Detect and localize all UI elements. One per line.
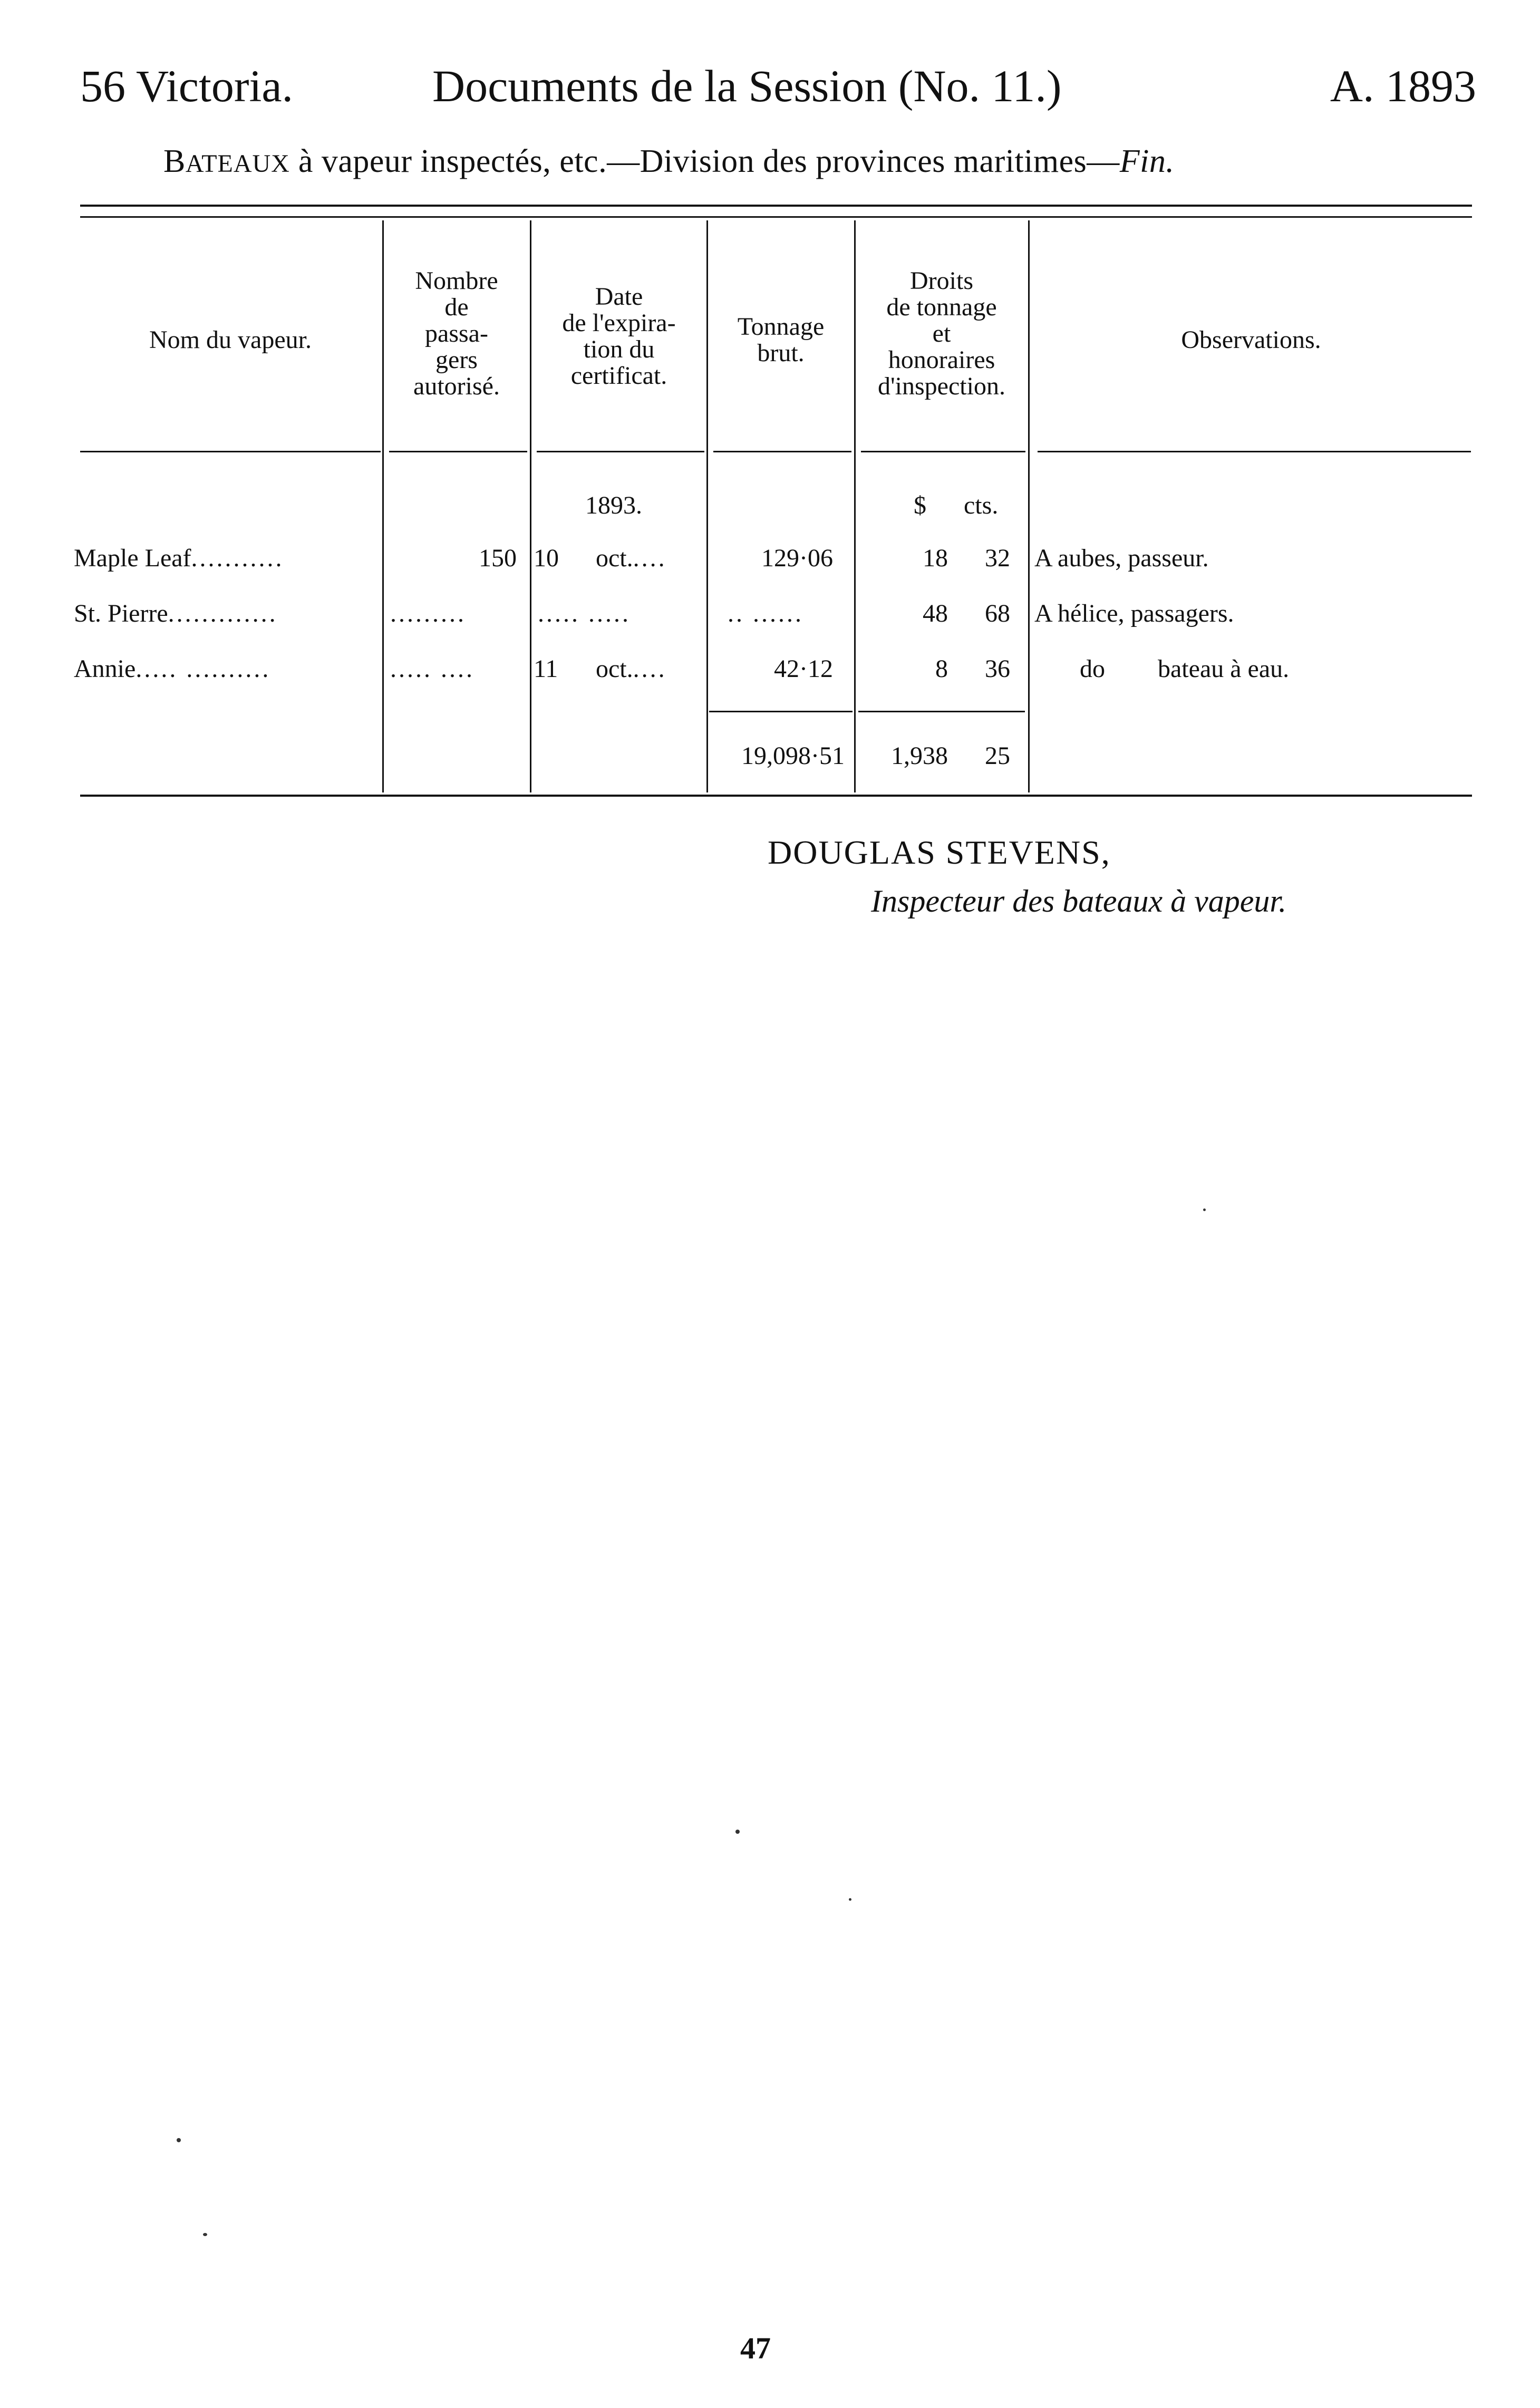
caption-text: à vapeur inspectés, etc.—Division des provinces maritimes— bbox=[289, 143, 1120, 179]
col-divider-3 bbox=[706, 220, 708, 792]
fees-cents-cell: 68 bbox=[985, 599, 1010, 627]
scan-speck bbox=[177, 2138, 181, 2142]
fees-cents-cell: 36 bbox=[985, 655, 1010, 683]
scan-speck bbox=[735, 1830, 740, 1834]
vessel-name: St. Pierre bbox=[74, 599, 168, 627]
dot-leader: ..... .......... bbox=[135, 655, 271, 683]
colhead-observations: Observations. bbox=[1181, 326, 1321, 354]
header-rule-seg-3 bbox=[537, 451, 704, 452]
totals-rule-fees bbox=[858, 711, 1025, 712]
totals-rule-tonnage bbox=[709, 711, 853, 712]
date-cell: ..... ..... bbox=[538, 599, 631, 627]
caption-small-caps: ATEAUX bbox=[185, 150, 290, 178]
colhead-name: Nom du vapeur. bbox=[149, 326, 312, 354]
scan-speck bbox=[1203, 1208, 1206, 1211]
passengers-cell: ..... .... bbox=[390, 655, 474, 683]
tonnage-cell: .. ...... bbox=[728, 599, 803, 627]
running-header-right: A. 1893 bbox=[1330, 61, 1476, 111]
fees-dollars-cell: 8 bbox=[935, 655, 948, 683]
observations-cell: do bbox=[1080, 655, 1105, 683]
colhead-passengers: Nombre de passa- gers autorisé. bbox=[413, 267, 500, 400]
vessel-name: Maple Leaf bbox=[74, 544, 191, 572]
date-day-cell: 11 bbox=[534, 655, 558, 683]
total-fees-dollars: 1,938 bbox=[891, 742, 948, 770]
top-rule-2 bbox=[80, 216, 1472, 218]
passengers-cell: ......... bbox=[390, 599, 466, 627]
vessel-name: Annie bbox=[74, 655, 136, 683]
dot-leader: ............. bbox=[168, 599, 278, 627]
signature-title: Inspecteur des bateaux à vapeur. bbox=[871, 884, 1287, 918]
total-fees-cents: 25 bbox=[985, 742, 1010, 770]
date-day-cell: 10 bbox=[534, 544, 559, 572]
colhead-expiry-date: Date de l'expira- tion du certificat. bbox=[562, 283, 676, 390]
date-month-cell: oct..... bbox=[596, 544, 667, 572]
signature-name: DOUGLAS STEVENS, bbox=[768, 834, 1111, 871]
running-header-left: 56 Victoria. bbox=[80, 61, 294, 111]
top-rule-1 bbox=[80, 205, 1472, 207]
page-number: 47 bbox=[740, 2331, 771, 2365]
tonnage-cell: 129·06 bbox=[761, 544, 833, 572]
unit-cents: cts. bbox=[964, 491, 999, 519]
observations-cell: A hélice, passagers. bbox=[1034, 599, 1234, 627]
table-row bbox=[74, 546, 380, 571]
tonnage-cell: 42·12 bbox=[774, 655, 833, 683]
table-caption bbox=[163, 145, 1174, 178]
running-header-title: Documents de la Session (No. 11.) bbox=[432, 61, 1062, 111]
observations-cell-2: bateau à eau. bbox=[1158, 655, 1290, 683]
fees-dollars-cell: 48 bbox=[923, 599, 948, 627]
header-rule-seg-5 bbox=[861, 451, 1025, 452]
fees-dollars-cell: 18 bbox=[923, 544, 948, 572]
fees-cents-cell: 32 bbox=[985, 544, 1010, 572]
total-tonnage: 19,098·51 bbox=[741, 742, 845, 770]
unit-year: 1893. bbox=[585, 491, 642, 519]
header-rule-seg-2 bbox=[389, 451, 527, 452]
caption-initial: B bbox=[163, 143, 186, 179]
caption-italic: Fin. bbox=[1119, 143, 1175, 179]
header-rule-seg-4 bbox=[713, 451, 851, 452]
col-divider-5 bbox=[1028, 220, 1030, 792]
colhead-tonnage: Tonnage brut. bbox=[737, 313, 825, 367]
scan-speck bbox=[203, 2233, 207, 2236]
observations-cell: A aubes, passeur. bbox=[1034, 544, 1209, 572]
header-rule bbox=[80, 451, 381, 452]
scan-speck bbox=[849, 1898, 851, 1901]
table-row bbox=[74, 601, 380, 626]
table-row bbox=[74, 656, 380, 682]
colhead-fees: Droits de tonnage et honoraires d'inspection. bbox=[878, 267, 1005, 400]
passengers-cell: 150 bbox=[479, 544, 517, 572]
date-month-cell: oct..... bbox=[596, 655, 667, 683]
unit-dollars: $ bbox=[914, 491, 926, 519]
table-bottom-rule bbox=[80, 795, 1472, 797]
dot-leader: ........... bbox=[191, 544, 284, 572]
header-rule-seg-6 bbox=[1038, 451, 1471, 452]
